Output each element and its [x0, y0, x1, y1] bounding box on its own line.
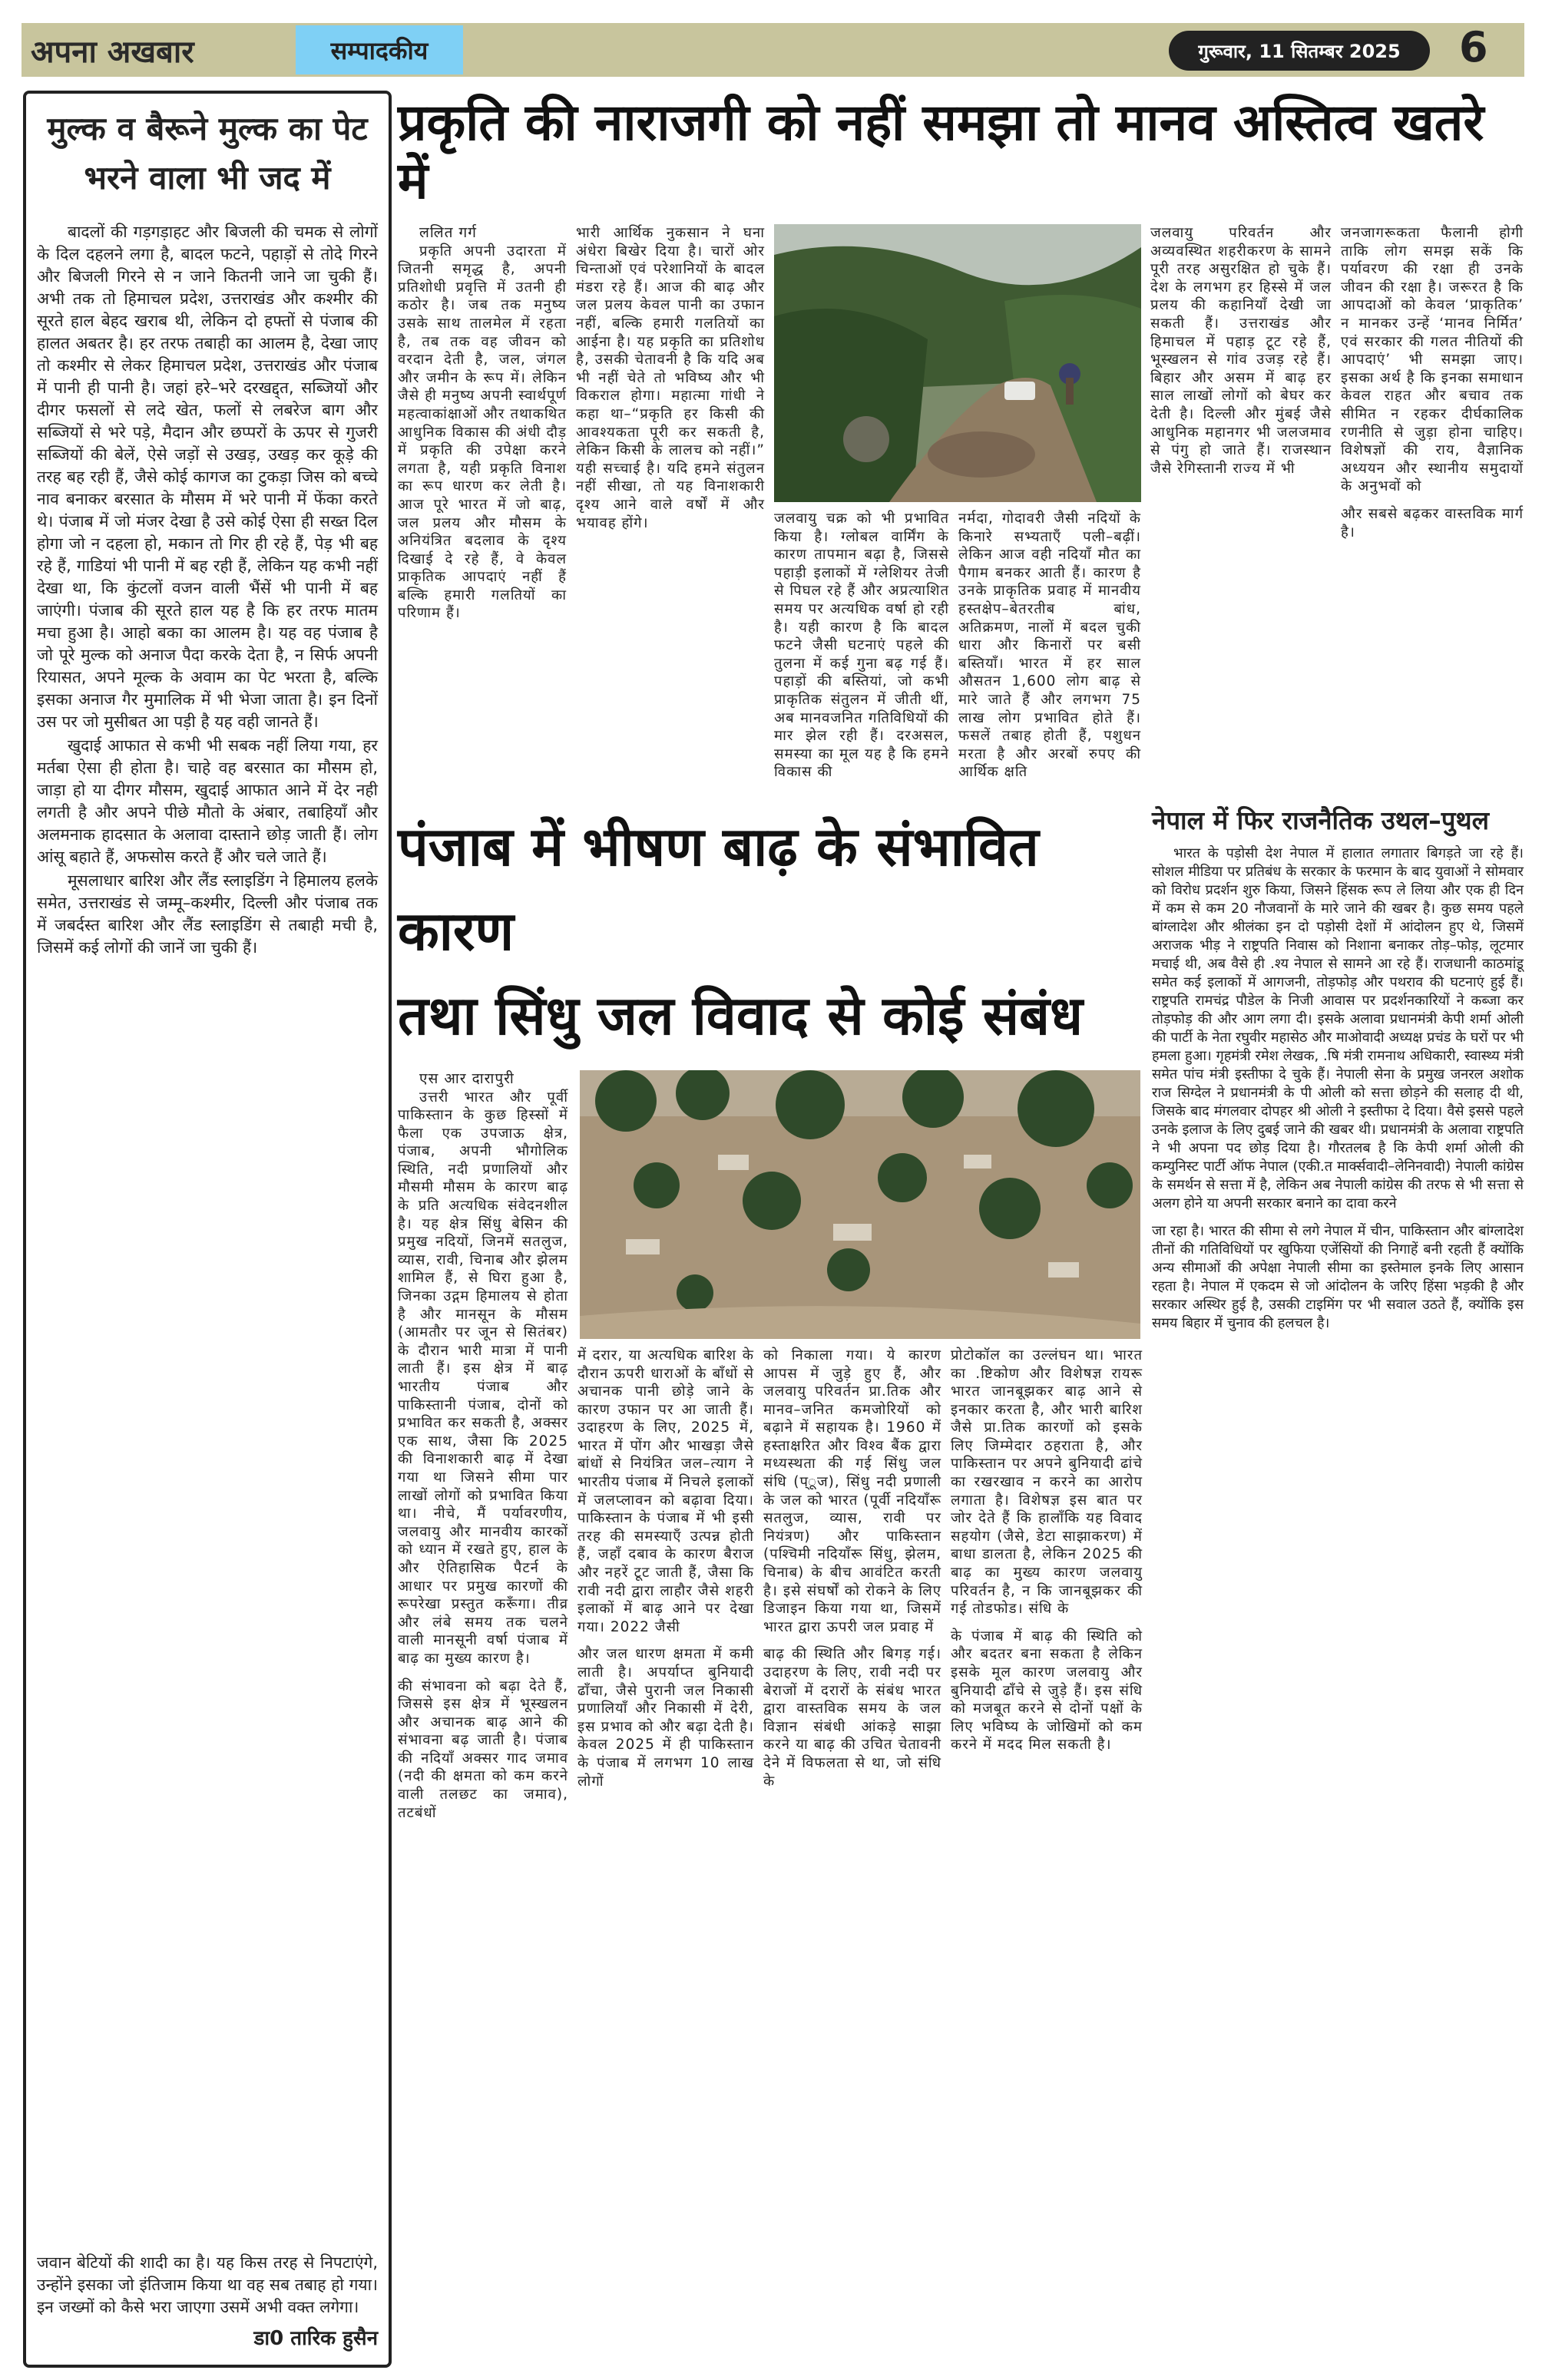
paragraph: प्रकृति अपनी उदारता में जितनी समृद्ध है, अपनी प्रतिशोधी प्रवृत्ति में उतनी ही कठोर है। जब तक मनुष्य उसके साथ तालमेल में रहता है, तब तक वह जीवन को वरदान देती है, जल, जंगल और जमीन के रूप में। लेकिन जैसे ही मनुष्य अपनी स्वार्थपूर्ण महत्वाकांक्षाओं और तथाकथित आधुनिक विकास की अंधी दौड़ में प्रकृति की उपेक्षा करने लगता है, यही प्रकृति विनाश का रूप धारण कर लेती है। आज पूरे भारत में जो बाढ़, जल प्रलय और मौसम के अनियंत्रित बदलाव के दृश्य दिखाई दे रहे हैं, वे केवल प्राकृतिक आपदाएं नहीं हैं बल्कि हमारी गलतियों का परिणाम हैं। — [398, 243, 567, 622]
paragraph: जनजागरूकता फैलानी होगी ताकि लोग समझ सकें कि पर्यावरण की रक्षा ही उनके जीवन की रक्षा है। जरूरत है कि आपदाओं को केवल ‘प्राकृतिक’ न मानकर उन्हें ‘मानव निर्मित’ एवं सरकार की गलत नीतियों की आपदाएं’ भी समझा जाए। इसका अर्थ है कि इनका समाधान केवल राहत और बचाव तक सीमित न रहकर दीर्घकालिक रणनीति से जुड़ा होना चाहिए। विशेषज्ञों की राय, वैज्ञानिक अध्ययन और स्थानीय समुदायों के अनुभवों को — [1341, 225, 1524, 495]
paragraph: बादलों की गड़गड़ाहट और बिजली की चमक से लोगों के दिल दहलने लगा है, बादल फटने, पहाड़ों से तोदे गिरने और बिजली गिरने से न जाने कितनी जाने जा चुकी हैं। अभी तक तो हिमाचल प्रदेश, उत्तराखंड और कश्मीर की सूरते हाल बेहद खराब थी, लेकिन दो हफ्तों से पंजाब की हालत अबतर है। हर तरफ तबाही का आलम है, देखा जाए तो कश्मीर से लेकर हिमाचल प्रदेश, उत्तराखंड और पंजाब में पानी ही पानी है। जहां हरे–भरे दरखद्द्त, सब्जियों और दीगर फसलों से लदे खेत, फलों से लबरेज बाग और सब्जियों से भरे पड़े, मैदान और छप्परों के ऊपर से गुजरी सब्जियों की बेलें, ऐसे जड़ों से उखड़, उखड़ कर कूड़े की तरह बह रही हैं, जैसे कोई कागज का टुकड़ा जिस को बच्चे नाव बनाकर बरसात के मौसम में भरे पानी में फेंका करते थे। पंजाब में जो मंजर देखा है उसे कोई ऐसा ही सख्त दिल होगा जो न दहला हो, मकान तो गिर ही रहे हैं, पेड़ भी बह रहे हैं, गाडियां भी पानी में बह रही हैं, लेकिन यह कभी नहीं देखा था, कि कुंटलों वजन वाली भैंसें भी पानी में बह जाएंगी। पंजाब की सूरते हाल यह है कि हर तरफ मातम मचा हुआ है। आहो बका का आलम है। यह वह पंजाब है जो पूरे मुल्क को अनाज पैदा करके देता है, न सिर्फ अपनी रियासत, अपने मूल्क के अवाम का पेट भरता है, बल्कि इसका अनाज गैर मुमालिक में भी भेजा जाता है। इन दिनों उस पर जो मुसीबत आ पड़ी है यह वही जानते हैं। — [37, 223, 378, 731]
article-column — [398, 224, 567, 623]
nepal-article — [1152, 805, 1524, 1333]
author-byline: एस आर दारापुरी — [419, 1069, 515, 1087]
paragraph: के पंजाब में बाढ़ की स्थिति को और बदतर बना सकता है लेकिन इसके मूल कारण जलवायु और बुनियादी ढाँचे से जुड़े हैं। इस संधि को मजबूत करने से दोनों पक्षों के लिए भविष्य के जोखिमों को कम करने में मदद मिल सकती है। — [951, 1628, 1143, 1754]
date-badge: गुरूवार, 11 सितम्बर 2025 — [1169, 31, 1430, 71]
newspaper-name: अपना अखबार — [31, 35, 194, 70]
paragraph: जवान बेटियों की शादी का है। यह किस तरह से निपटाएंगे, उन्होंने इसका जो इंतिजाम किया था वह सब तबाह हो गया। इन जख्मों को कैसे भरा जाएगा उसमें अभी वक्त लगेगा। — [37, 2253, 378, 2316]
nepal-article-title: नेपाल में फिर राजनैतिक उथल–पुथल — [1152, 805, 1489, 835]
landslide-road-photo — [774, 224, 1141, 502]
paragraph: जलवायु चक्र को भी प्रभावित किया है। ग्लोबल वार्मिंग के कारण तापमान बढ़ा है, जिससे पहाड़ी इलाकों में ग्लेशियर तेजी से पिघल रहे हैं और अप्रत्याशित समय पर अत्यधिक वर्षा हो रही है। यही कारण है कि बादल फटने जैसी घटनाएं पहले की तुलना में कई गुना बढ़ गई हैं। पहाड़ों की बस्तियां, जो कभी प्राकृतिक संतुलन में जीती थीं, अब मानवजनित गतिविधियों की मार झेल रही हैं। दरअसल, समस्या का मूल यह है कि हमने विकास की — [774, 511, 949, 781]
flooded-village-aerial-photo — [577, 1070, 1143, 1339]
paragraph: प्रोटोकॉल का उल्लंघन था। भारत का .ष्टिकोण और विशेषज्ञ रायरू भारत जानबूझकर बाढ़ आने से इनकार करता है, और भारी बारिश जैसे प्रा.तिक कारणों को इसके लिए जिम्मेदार ठहराता है, और पाकिस्तान पर अपने बुनियादी ढांचे का रखरखाव न करने का आरोप लगाता है। विशेषज्ञ इस बात पर जोर देते हैं कि हालाँकि यह विवाद सहयोग (जैसे, डेटा साझाकरण) में बाधा डालता है, लेकिन 2025 की बाढ़ का मुख्य कारण जलवायु परिवर्तन है, न कि जानबूझकर की गई तोडफोड। संधि के — [951, 1347, 1143, 1618]
author-byline: ललित गर्ग — [419, 224, 477, 241]
left-article-title: मुल्क व बैरूने मुल्क का पेट भरने वाला भी जद में — [47, 110, 368, 197]
paragraph: बाढ़ की स्थिति और बिगड़ गई। उदाहरण के लिए, रावी नदी पर बेराजों में दरारों के संबंध भारत द्वारा वास्तविक समय के जल विज्ञान संबंधी आंकड़े साझा करने या बाढ़ की उचित चेतावनी देने में विफलता से था, जो संधि के — [763, 1646, 941, 1790]
nepal-article-body — [1152, 845, 1524, 1333]
lower-section — [398, 805, 1527, 1822]
paragraph: मूसलाधार बारिश और लैंड स्लाइडिंग ने हिमालय हलके समेत, उत्तराखंड से जम्मू–कश्मीर, दिल्ली और पंजाब तक में जबर्दस्त बारिश और लैंड स्लाइडिंग से तबाही मची है, जिसमें कई लोगों की जानें जा चुकी हैं। — [37, 871, 378, 957]
paragraph: जा रहा है। भारत की सीमा से लगे नेपाल में चीन, पाकिस्तान और बांग्लादेश तीनों की गतिविधियों पर खुफिया एजेंसियों की निगाहें बनी रहती हैं क्योंकि अन्य सीमाओं की अपेक्षा नेपाली सीमा का इस्तेमाल इनके लिए आसान रहता है। नेपाल में एकदम से जो आंदोलन के जरिए हिंसा भड़की है और सरकार अस्थिर हुई है, उसकी टाइमिंग पर भी सवाल उठते हैं, क्योंकि इस समय बिहार में चुनाव की हलचल है। — [1152, 1222, 1524, 1331]
paragraph: की संभावना को बढ़ा देते हैं, जिससे इस क्षेत्र में भूस्खलन और अचानक बाढ़ आने की संभावना बढ़ जाती है। पंजाब की नदियाँ अक्सर गाद जमाव (नदी की क्षमता को कम करने वाली तलछट का जमाव), तटबंधों — [398, 1678, 568, 1821]
article-column — [398, 1070, 568, 1822]
punjab-headline-line1: पंजाब में भीषण बाढ़ के संभावित कारण — [398, 815, 1039, 963]
main-headline: प्रकृति की नाराजगी को नहीं समझा तो मानव अस्तित्व खतरे में — [398, 93, 1484, 210]
author-byline: डा0 तारिक हुसैन — [253, 2327, 378, 2350]
article-column — [576, 224, 765, 532]
paragraph: और सबसे बढ़कर वास्तविक मार्ग है। — [1341, 505, 1524, 540]
section-label: सम्पादकीय — [296, 25, 463, 74]
article-column — [951, 1347, 1143, 1754]
punjab-article — [398, 805, 1143, 1822]
article-column — [1341, 224, 1524, 541]
paragraph: भारत के पड़ोसी देश नेपाल में हालात लगातार बिगड़ते जा रहे हैं। सोशल मीडिया पर प्रतिबंध के सरकार के फरमान के बाद युवाओं ने सोमवार को विरोध प्रदर्शन शुरु किया, जिसने हिंसक रूप ले लिया और एक ही दिन में कम से कम 20 नौजवानों के मारे जाने की खबर है। कुछ समय पहले बांग्लादेश और श्रीलंका इन दो पड़ोसी देशों में आंदोलन हुए थे, जिसमें अराजक भीड़ ने राष्ट्रपति निवास को निशाना बनाकर तोड़–फोड़, लूटमार मचाई थी, अब वैसे ही .श्य नेपाल से सामने आ रहे हैं। राजधानी काठमांडू समेत कई इलाकों में आगजनी, तोड़फोड़ और पथराव की घटनाएं हुई हैं। राष्ट्रपति रामचंद्र पौडेल के निजी आवास पर प्रदर्शनकारियों ने कब्जा कर तोड़फोड़ की और आग लगा दी। इसके अलावा प्रधानमंत्री केपी शर्मा ओली की पार्टी के नेता रघुवीर महासेठ और माओवादी अध्यक्ष प्रचंड के घरों पर भी हमला हुआ। गृहमंत्री रमेश लेखक, .षि मंत्री रामनाथ अधिकारी, स्वास्थ्य मंत्री समेत पांच मंत्री इस्तीफा दे चुके हैं। नेपाली सेना के प्रमुख जनरल अशोक राज सिग्देल ने प्रधानमंत्री के पी ओली को सत्ता छोड़ने की सलाह दी थी, जिसके बाद मंगलवार दोपहर श्री ओली ने इस्तीफा दे दिया। वैसे इससे पहले उनके इलाज के लिए दुबई जाने की खबर थी। प्रधानमंत्री के अलावा राष्ट्रपति ने भी अपना पद छोड़ दिया है। गौरतलब है कि केपी शर्मा ओली की कम्युनिस्ट पार्टी ऑफ नेपाल (एकी.त मार्क्सवादी–लेनिनवादी) नेपाली कांग्रेस के समर्थन से सत्ता में है, लेकिन अब नेपाली कांग्रेस की तरफ से भी सत्ता से अलग होने या अपनी सरकार बनाने का दावा करने — [1152, 845, 1524, 1211]
photo-and-columns — [577, 1070, 1143, 1790]
page-number: 6 — [1459, 23, 1488, 71]
paragraph: भारी आर्थिक नुकसान ने घना अंधेरा बिखेर दिया है। चारों ओर चिन्ताओं एवं परेशानियों के बादल मंडरा रहे हैं। आज की बाढ़ और जल प्रलय केवल पानी का उफान नहीं, बल्कि हमारी गलतियों का आईना है। यह प्रकृति का प्रतिशोध है, उसकी चेतावनी है कि यदि अब भी नहीं चेते तो भविष्य और भी विकराल होगा। महात्मा गांधी ने कहा था–“प्रकृति हर किसी की आवश्यकता पूरी कर सकती है, लेकिन किसी के लालच को नहीं।” यही सच्चाई है। यदि हमने संतुलन नहीं सीखा, तो यह विनाशकारी दृश्य आने वाले वर्षों में और भयावह होंगे। — [576, 225, 765, 531]
paragraph: नर्मदा, गोदावरी जैसी नदियों के किनारे सभ्यताएँ पली–बढ़ीं। लेकिन आज वही नदियाँ मौत का पैगाम बनकर आती हैं। कारण है उनके प्राकृतिक प्रवाह में मानवीय हस्तक्षेप–बेतरतीब बांध, अतिक्रमण, नालों में बदल चुकी धारा और किनारों पर बसी बस्तियाँ। भारत में हर साल औसतन 1,600 लोग बाढ़ से मारे जाते हैं और लगभग 75 लाख लोग प्रभावित होते हैं। फसलें तबाह होती हैं, पशुधन मरता है और अरबों रुपए की आर्थिक क्षति — [958, 511, 1141, 781]
left-article — [23, 91, 392, 2368]
paragraph: उत्तरी भारत और पूर्वी पाकिस्तान के कुछ हिस्सों में फैला एक उपजाऊ क्षेत्र, पंजाब, अपनी भौगोलिक स्थिति, नदी प्रणालियों और मौसमी मौसम के कारण बाढ़ के प्रति अत्यधिक संवेदनशील है। यह क्षेत्र सिंधु बेसिन की प्रमुख नदियों, जिनमें सतलुज, व्यास, रावी, चिनाब और झेलम शामिल हैं, से घिरा हुआ है, जिनका उद्गम हिमालय से होता है और मानसून के मौसम (आमतौर पर जून से सितंबर) के दौरान भारी मात्रा में पानी लाती हैं। इस क्षेत्र में बाढ़ भारतीय पंजाब और पाकिस्तानी पंजाब, दोनों को प्रभावित कर सकती है, अक्सर एक साथ, जैसा कि 2025 की विनाशकारी बाढ़ में देखा गया था जिसने सीमा पार लाखों लोगों को प्रभावित किया था। नीचे, मैं पर्यावरणीय, जलवायु और मानवीय कारकों को ध्यान में रखते हुए, हाल के और ऐतिहासिक पैटर्न के आधार पर प्रमुख कारणों की रूपरेखा प्रस्तुत करूँगा। तीव्र और लंबे समय तक चलने वाली मानसूनी वर्षा पंजाब में बाढ़ का मुख्य कारण है। — [398, 1089, 568, 1667]
paragraph: और जल धारण क्षमता में कमी लाती है। अपर्याप्त बुनियादी ढाँचा, जैसे पुरानी जल निकासी प्रणालियाँ और निकासी में देरी, इस प्रभाव को और बढ़ा देती है। केवल 2025 में ही पाकिस्तान के पंजाब में लगभग 10 लाख लोगों — [577, 1646, 754, 1790]
article-column — [774, 510, 949, 782]
photo-and-columns — [774, 224, 1141, 782]
paragraph: में दरार, या अत्यधिक बारिश के दौरान ऊपरी धाराओं के बाँधों से अचानक पानी छोड़े जाने के कारण उफान पर आ जाती हैं। उदाहरण के लिए, 2025 में, भारत में पोंग और भाखड़ा जैसे बांधों से नियंत्रित जल–त्याग ने भारतीय पंजाब में निचले इलाकों में जलप्लावन को बढ़ावा दिया। पाकिस्तान के पंजाब में भी इसी तरह की समस्याएँ उत्पन्न होती हैं, जहाँ दबाव के कारण बैराज और नहरें टूट जाती हैं, जैसा कि रावी नदी द्वारा लाहौर जैसे शहरी इलाकों में बाढ़ आने पर देखा गया। 2022 जैसी — [577, 1347, 754, 1635]
punjab-headline-line2: तथा सिंधु जल विवाद से कोई संबंध — [398, 983, 1084, 1047]
article-column — [577, 1347, 754, 1790]
article-column — [958, 510, 1141, 782]
paragraph: जलवायु परिवर्तन और अव्यवस्थित शहरीकरण के सामने पूरी तरह असुरक्षित हो चुके हैं। देश के लगभग हर हिस्से में जल प्रलय की कहानियाँ देखी जा सकती हैं। उत्तराखंड और हिमाचल में पहाड़ टूट रहे हैं, भूस्खलन से गांव उजड़ रहे हैं। बिहार और असम में बाढ़ हर साल लाखों लोगों को बेघर कर देती है। दिल्ली और मुंबई जैसे आधुनिक महानगर भी जलजमाव से पंगु हो जाते हैं। राजस्थान जैसे रेगिस्तानी राज्य में भी — [1150, 225, 1332, 477]
main-article-body — [398, 224, 1527, 782]
article-column — [1150, 224, 1332, 478]
article-column — [763, 1347, 941, 1790]
main-content-area — [398, 94, 1527, 1822]
paragraph: को निकाला गया। ये कारण आपस में जुड़े हुए हैं, और जलवायु परिवर्तन प्रा.तिक और मानव–जनित कमजोरियों को बढ़ाने में सहायक है। 1960 में हस्ताक्षरित और विश्व बैंक द्वारा मध्यस्थता की गई सिंधु जल संधि (प्ूज), सिंधु नदी प्रणाली के जल को भारत (पूर्वी नदियाँरू सतलुज, व्यास, रावी पर नियंत्रण) और पाकिस्तान (पश्चिमी नदियाँरू सिंधु, झेलम, चिनाब) के बीच आवंटित करती है। इसे संघर्षों को रोकने के लिए डिजाइन किया गया था, जिसमें भारत द्वारा ऊपरी जल प्रवाह में — [763, 1347, 941, 1635]
paragraph: खुदाई आफात से कभी भी सबक नहीं लिया गया, हर मर्तबा ऐसा ही होता है। चाहे वह बरसात का मौसम हो, जाड़ा हो या दीगर मौसम, खुदाई आफात आने में देर नही लगती है और अपने पीछे मौतो के अंबार, तबाहियाँ और अलमनाक हादसात के अलावा दास्ताने छोड़ जाती हैं। लोग आंसू बहाते हैं, अफसोस करते हैं और चले जाते हैं। — [37, 736, 378, 866]
